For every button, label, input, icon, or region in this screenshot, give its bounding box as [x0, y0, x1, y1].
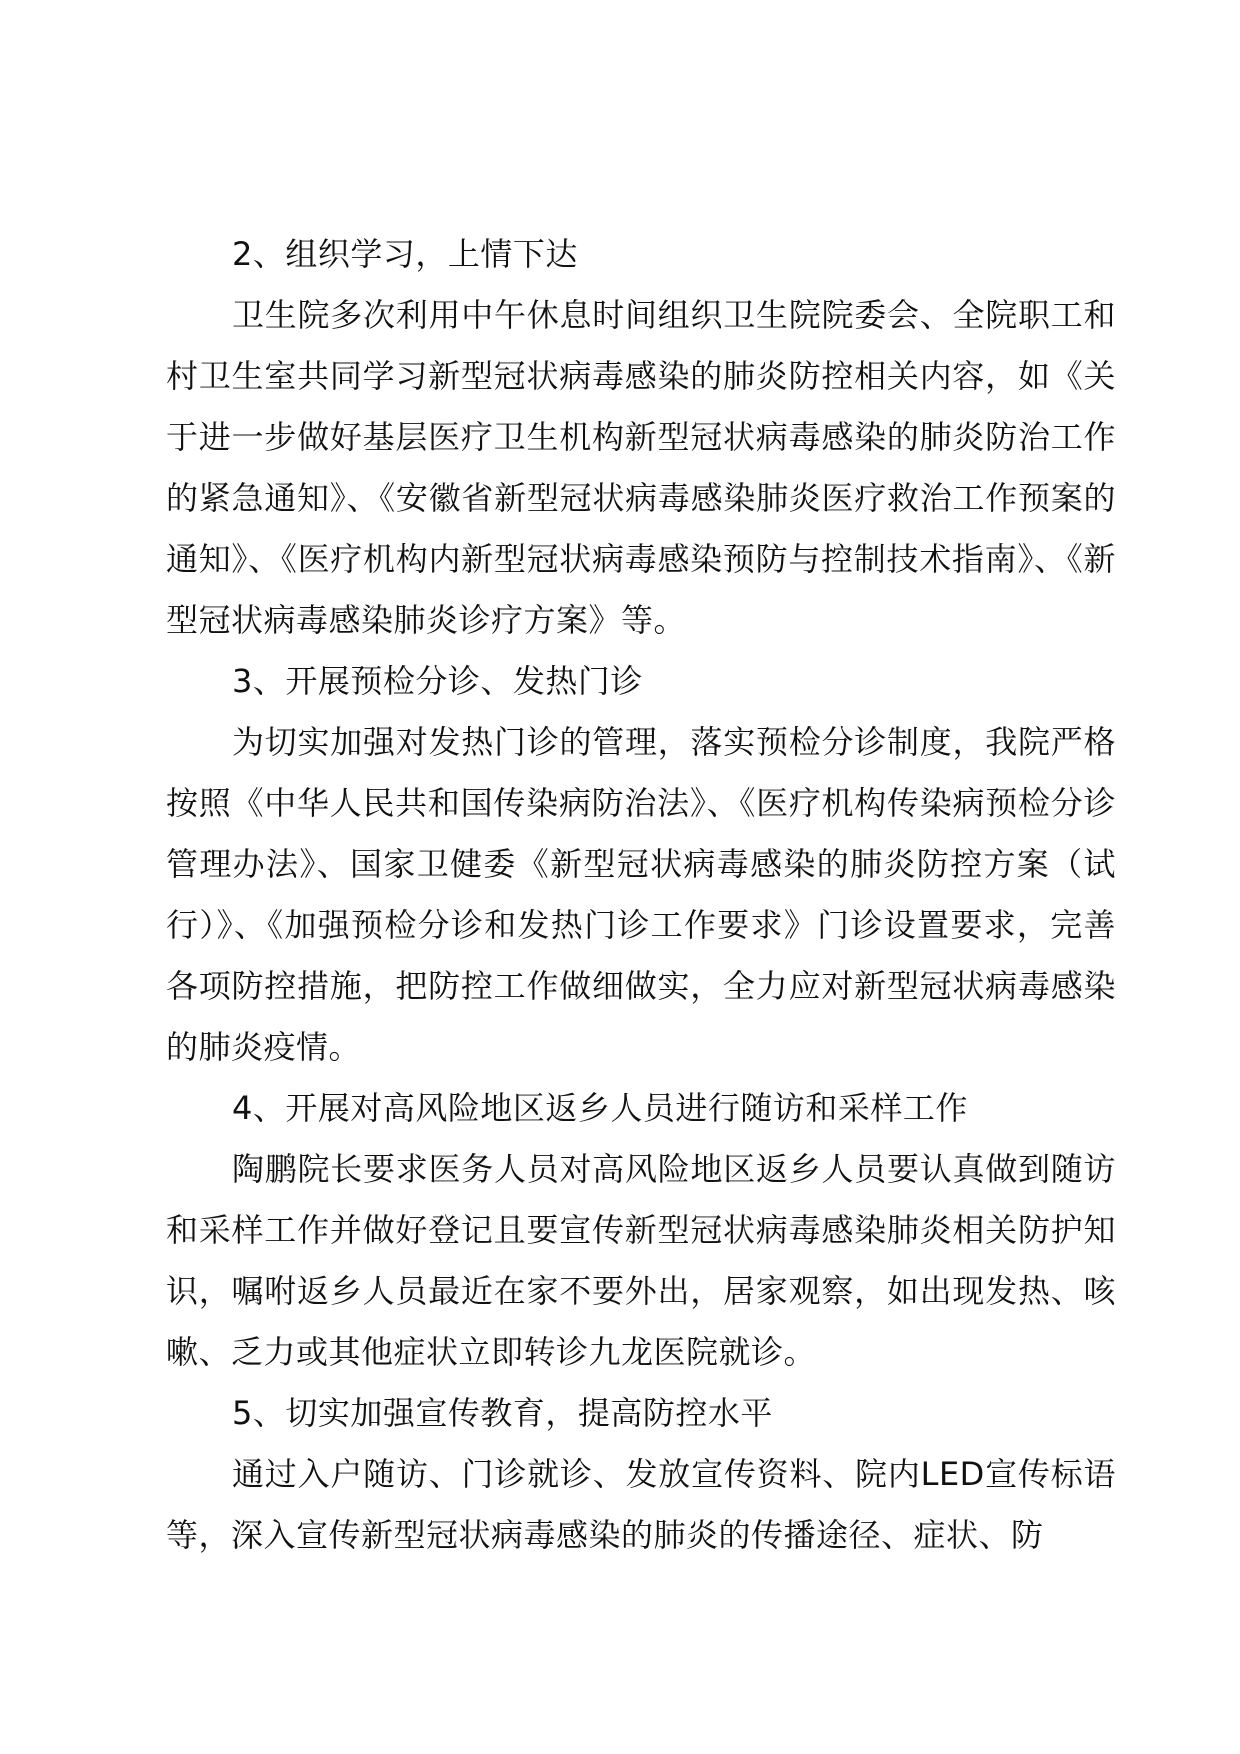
- section-3-heading: 3、开展预检分诊、发热门诊: [232, 662, 643, 700]
- section-3-paragraph: 为切实加强对发热门诊的管理，落实预检分诊制度，我院严格按照《中华人民共和国传染病防治法》、《医疗机构传染病预检分诊管理办法》、国家卫健委《新型冠状病毒感染的肺炎防控方案（试行）》、《加强预检分诊和发热门诊工作要求》门诊设置要求，完善各项防控措施，把防控工作做细做实，全力应对新型冠状病毒感染的肺炎疫情。: [166, 723, 1116, 1066]
- section-4-heading: 4、开展对高风险地区返乡人员进行随访和采样工作: [232, 1089, 968, 1127]
- section-5-paragraph: 通过入户随访、门诊就诊、发放宣传资料、院内LED宣传标语等，深入宣传新型冠状病毒感染的肺炎的传播途径、症状、防: [166, 1455, 1116, 1554]
- document-body: [166, 224, 1116, 1566]
- section-2-paragraph: 卫生院多次利用中午休息时间组织卫生院院委会、全院职工和村卫生室共同学习新型冠状病毒感染的肺炎防控相关内容，如《关于进一步做好基层医疗卫生机构新型冠状病毒感染的肺炎防治工作的紧急通知》、《安徽省新型冠状病毒感染肺炎医疗救治工作预案的通知》、《医疗机构内新型冠状病毒感染预防与控制技术指南》、《新型冠状病毒感染肺炎诊疗方案》等。: [166, 296, 1116, 639]
- section-5-heading: 5、切实加强宣传教育，提高防控水平: [232, 1394, 773, 1432]
- section-2-heading: 2、组织学习，上情下达: [232, 235, 578, 273]
- section-4-paragraph: 陶鹏院长要求医务人员对高风险地区返乡人员要认真做到随访和采样工作并做好登记且要宣传新型冠状病毒感染肺炎相关防护知识，嘱咐返乡人员最近在家不要外出，居家观察，如出现发热、咳嗽、乏力或其他症状立即转诊九龙医院就诊。: [166, 1150, 1116, 1371]
